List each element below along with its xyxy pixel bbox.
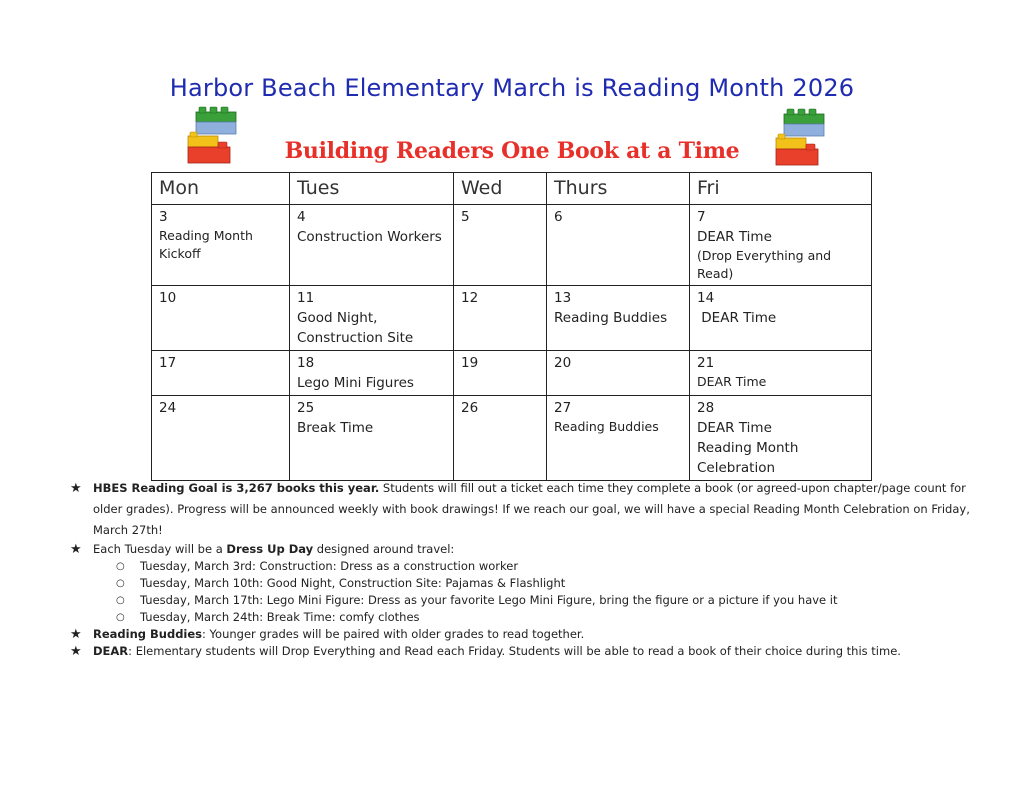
note-text: : Younger grades will be paired with older grades to read together. <box>202 627 585 641</box>
cell-event: DEAR Time <box>697 374 767 389</box>
note-bold: DEAR <box>93 644 129 658</box>
page-title: Harbor Beach Elementary March is Reading Month 2026 <box>169 74 855 102</box>
cell-event: Reading Month Kickoff <box>159 228 253 261</box>
calendar-cell <box>547 396 690 481</box>
star-bullet-icon: ★ <box>70 644 82 659</box>
circle-bullet-icon: ○ <box>116 578 125 589</box>
note-dear <box>70 643 970 660</box>
dress-up-item <box>70 609 970 626</box>
cell-note: (Drop Everything and Read) <box>697 248 832 281</box>
calendar-cell <box>454 286 547 351</box>
day-header: Tues <box>290 173 454 205</box>
cell-date: 26 <box>461 400 479 416</box>
note-bold: Dress Up Day <box>226 542 314 556</box>
cell-event: Reading Month Celebration <box>697 440 799 476</box>
dress-up-text: Tuesday, March 3rd: Construction: Dress as a construction worker <box>140 559 519 573</box>
calendar-cell <box>290 286 454 351</box>
circle-bullet-icon: ○ <box>116 561 125 572</box>
cell-date: 28 <box>697 400 715 416</box>
cell-event: DEAR Time <box>697 229 772 245</box>
cell-event: Lego Mini Figures <box>297 375 414 391</box>
cell-date: 27 <box>554 400 572 416</box>
day-header: Fri <box>690 173 872 205</box>
calendar-cell <box>454 205 547 286</box>
calendar-cell <box>290 396 454 481</box>
dress-up-item <box>70 575 970 592</box>
note-bold: Reading Buddies <box>93 627 203 641</box>
note-dress-up <box>70 541 970 558</box>
star-bullet-icon: ★ <box>70 481 82 496</box>
calendar-header-row <box>152 173 872 205</box>
cell-event: Reading Buddies <box>554 419 659 434</box>
cell-event: Break Time <box>297 420 374 436</box>
cell-event: Construction Workers <box>297 229 442 245</box>
note-reading-goal <box>70 478 970 541</box>
notes-section <box>70 478 970 660</box>
cell-event: Good Night, Construction Site <box>297 310 414 346</box>
calendar-cell <box>690 286 872 351</box>
calendar-cell <box>690 396 872 481</box>
calendar-week-row <box>152 286 872 351</box>
cell-date: 21 <box>697 355 715 371</box>
note-text: designed around travel: <box>313 542 455 556</box>
dress-up-text: Tuesday, March 10th: Good Night, Construction Site: Pajamas & Flashlight <box>140 576 566 590</box>
cell-date: 10 <box>159 290 177 306</box>
calendar-cell <box>454 351 547 396</box>
cell-date: 19 <box>461 355 479 371</box>
calendar-week-row <box>152 205 872 286</box>
calendar-cell <box>290 351 454 396</box>
dress-up-item <box>70 558 970 575</box>
note-reading-buddies <box>70 626 970 643</box>
cell-date: 18 <box>297 355 315 371</box>
calendar-cell <box>690 351 872 396</box>
calendar-cell <box>152 286 290 351</box>
cell-date: 12 <box>461 290 479 306</box>
calendar-cell <box>152 396 290 481</box>
calendar-table <box>151 172 872 481</box>
page-subtitle: Building Readers One Book at a Time <box>284 138 740 164</box>
dress-up-item <box>70 592 970 609</box>
cell-date: 4 <box>297 209 306 225</box>
note-text: Students will fill out a ticket each time they complete a book (or agreed-upon chapter/page count for older grades). Progress will be announced weekly with book drawings! If we reach our goal, we will have a special Reading Month Celebration on Friday, March 27th! <box>93 481 970 537</box>
calendar-week-row <box>152 396 872 481</box>
cell-date: 6 <box>554 209 563 225</box>
calendar-cell <box>547 351 690 396</box>
cell-date: 7 <box>697 209 706 225</box>
cell-date: 24 <box>159 400 177 416</box>
day-header: Mon <box>152 173 290 205</box>
cell-event: DEAR Time <box>697 310 777 326</box>
cell-date: 5 <box>461 209 470 225</box>
note-text: Each Tuesday will be a <box>93 542 227 556</box>
cell-event: DEAR Time <box>697 420 772 436</box>
cell-event: Reading Buddies <box>554 310 668 326</box>
calendar-cell <box>454 396 547 481</box>
calendar-cell <box>690 205 872 286</box>
note-text: : Elementary students will Drop Everything and Read each Friday. Students will be able to read a book of their choice during this time. <box>128 644 901 658</box>
circle-bullet-icon: ○ <box>116 595 125 606</box>
calendar-cell <box>547 286 690 351</box>
calendar-cell <box>290 205 454 286</box>
calendar-cell <box>152 205 290 286</box>
day-header: Wed <box>454 173 547 205</box>
calendar-cell <box>152 351 290 396</box>
cell-date: 25 <box>297 400 315 416</box>
dress-up-text: Tuesday, March 17th: Lego Mini Figure: Dress as your favorite Lego Mini Figure, bring the figure or a picture if you have it <box>140 593 838 607</box>
note-bold: HBES Reading Goal is 3,267 books this year. <box>93 481 380 495</box>
cell-date: 17 <box>159 355 177 371</box>
circle-bullet-icon: ○ <box>116 612 125 623</box>
dress-up-text: Tuesday, March 24th: Break Time: comfy clothes <box>140 610 420 624</box>
cell-date: 13 <box>554 290 572 306</box>
cell-date: 14 <box>697 290 715 306</box>
cell-date: 20 <box>554 355 572 371</box>
cell-date: 3 <box>159 209 168 225</box>
calendar-cell <box>547 205 690 286</box>
star-bullet-icon: ★ <box>70 627 82 642</box>
calendar-week-row <box>152 351 872 396</box>
cell-date: 11 <box>297 290 315 306</box>
star-bullet-icon: ★ <box>70 542 82 557</box>
day-header: Thurs <box>547 173 690 205</box>
